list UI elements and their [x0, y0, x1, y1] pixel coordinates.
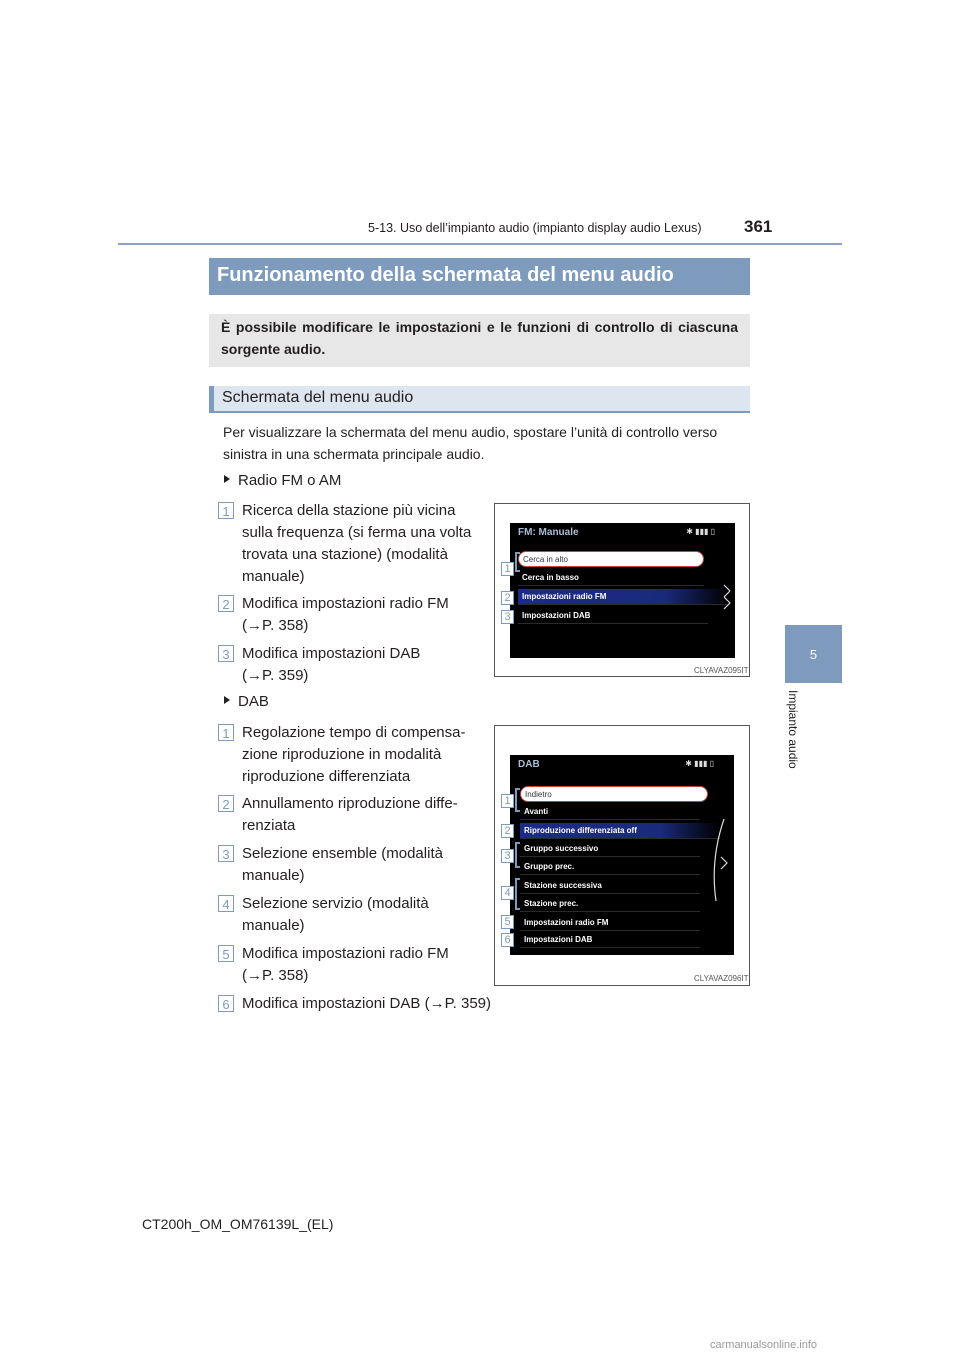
dab-screen-callout-3: 3: [501, 849, 514, 863]
dab-item-3-line-2: manuale): [242, 867, 305, 884]
fm-row-dab-settings[interactable]: Impostazioni DAB: [518, 608, 708, 624]
scroll-arc-icon: [706, 815, 732, 905]
fm-item-2-line-1: Modifica impostazioni radio FM: [242, 595, 449, 612]
fm-bullet-label: Radio FM o AM: [238, 472, 342, 489]
dab-item-4-line-1: Selezione servizio (modalità: [242, 895, 429, 912]
dab-row-next-station[interactable]: Stazione successiva: [520, 878, 700, 894]
callout-number: 1: [218, 724, 234, 741]
dab-screen-callout-2: 2: [501, 824, 514, 838]
footer-code: CT200h_OM_OM76139L_(EL): [142, 1216, 334, 1232]
dab-item-3-line-1: Selezione ensemble (modalità: [242, 845, 443, 862]
fm-item-3-line-2: (→P. 359): [242, 667, 309, 684]
dab-image-code: CLYAVAZ096IT: [694, 974, 749, 983]
dab-item-1-line-1: Regolazione tempo di compensa-: [242, 724, 466, 741]
status-icons: ✱ ▮▮▮ ▯: [685, 759, 714, 768]
intro-box: È possibile modificare le impostazioni e le funzioni di controllo di ciascuna sorgente audio.: [209, 314, 750, 367]
callout-number: 6: [218, 995, 234, 1012]
dab-item-5-line-2: (→P. 358): [242, 967, 309, 984]
scroll-arc-icon: [710, 583, 734, 613]
fm-item-1-line-4: manuale): [242, 568, 305, 585]
subsection-title: Schermata del menu audio: [209, 386, 750, 413]
fm-screen-callout-1: 1: [501, 562, 514, 576]
dab-bullet-label: DAB: [238, 693, 269, 710]
fm-bullet: [224, 472, 341, 489]
dab-item-6-line-1: Modifica impostazioni DAB (→P. 359): [242, 995, 491, 1012]
dab-row-next-ensemble[interactable]: Gruppo successivo: [520, 841, 700, 857]
fm-screen: [510, 523, 735, 658]
callout-number: 2: [218, 795, 234, 812]
watermark[interactable]: carmanualsonline.info: [710, 1339, 818, 1351]
dab-row-forward[interactable]: Avanti: [520, 804, 700, 820]
callout-bracket: [515, 842, 520, 868]
fm-screen-callout-3: 3: [501, 610, 514, 624]
callout-number: 5: [218, 945, 234, 962]
dab-screen: [510, 755, 734, 955]
dab-item-2-line-1: Annullamento riproduzione diffe-: [242, 795, 458, 812]
dab-row-diff-off[interactable]: Riproduzione differenziata off: [520, 823, 720, 839]
fm-screen-callout-2: 2: [501, 591, 514, 605]
callout-number: 3: [218, 645, 234, 662]
dab-menu-screenshot: [494, 725, 750, 986]
dab-row-back[interactable]: Indietro: [520, 786, 708, 802]
callout-number: 3: [218, 845, 234, 862]
callout-number: 2: [218, 595, 234, 612]
fm-item-2-line-2: (→P. 358): [242, 617, 309, 634]
dab-bullet: [224, 693, 269, 710]
dab-item-5-line-1: Modifica impostazioni radio FM: [242, 945, 449, 962]
fm-item-1-line-3: trovata una stazione) (modalità: [242, 546, 448, 563]
callout-bracket: [515, 788, 520, 812]
fm-image-code: CLYAVAZ095IT: [694, 666, 749, 675]
fm-row-search-down[interactable]: Cerca in basso: [518, 570, 704, 586]
dab-screen-title: DAB: [518, 759, 540, 770]
header-title: 5-13. Uso dell’impianto audio (impianto display audio Lexus): [368, 221, 702, 235]
section-title: Funzionamento della schermata del menu audio: [209, 258, 750, 295]
dab-item-2-line-2: renziata: [242, 817, 296, 834]
bullet-triangle-icon: [224, 696, 230, 704]
subsection-description: Per visualizzare la schermata del menu audio, spostare l’unità di controllo verso sinistra in una schermata principale audio.: [223, 424, 718, 462]
callout-number: 4: [218, 895, 234, 912]
chapter-label-wrap: [760, 690, 830, 790]
callout-bracket: [515, 878, 520, 910]
fm-item-3-line-1: Modifica impostazioni DAB: [242, 645, 421, 662]
dab-row-prev-ensemble[interactable]: Gruppo prec.: [520, 859, 700, 875]
fm-row-search-up[interactable]: Cerca in alto: [518, 551, 704, 567]
page-number: 361: [744, 217, 773, 236]
fm-item-1-line-1: [242, 500, 480, 522]
fm-screen-title: FM: Manuale: [518, 527, 579, 538]
dab-screen-callout-6: 6: [501, 933, 514, 947]
dab-screen-callout-1: 1: [501, 794, 514, 808]
callout-bracket: [515, 552, 520, 572]
callout-number: 1: [218, 502, 234, 519]
dab-row-dab-settings[interactable]: Impostazioni DAB: [520, 932, 700, 948]
fm-menu-screenshot: [494, 503, 750, 677]
dab-item-1-line-2: zione riproduzione in modalità: [242, 746, 442, 763]
text: Ricerca della stazione più vicina: [242, 502, 456, 519]
status-icons: ✱ ▮▮▮ ▯: [686, 527, 715, 536]
chapter-tab[interactable]: 5: [785, 625, 842, 683]
dab-screen-callout-5: 5: [501, 915, 514, 929]
dab-screen-callout-4: 4: [501, 886, 514, 900]
fm-row-fm-settings[interactable]: Impostazioni radio FM: [518, 589, 728, 605]
bullet-triangle-icon: [224, 475, 230, 483]
dab-item-4-line-2: manuale): [242, 917, 305, 934]
fm-item-1-line-2: sulla frequenza (si ferma una volta: [242, 524, 472, 541]
header-rule: [118, 243, 842, 245]
chapter-label: Impianto audio: [786, 690, 800, 769]
dab-row-fm-settings[interactable]: Impostazioni radio FM: [520, 915, 700, 931]
dab-item-1-line-3: riproduzione differenziata: [242, 768, 411, 785]
dab-row-prev-station[interactable]: Stazione prec.: [520, 896, 700, 912]
